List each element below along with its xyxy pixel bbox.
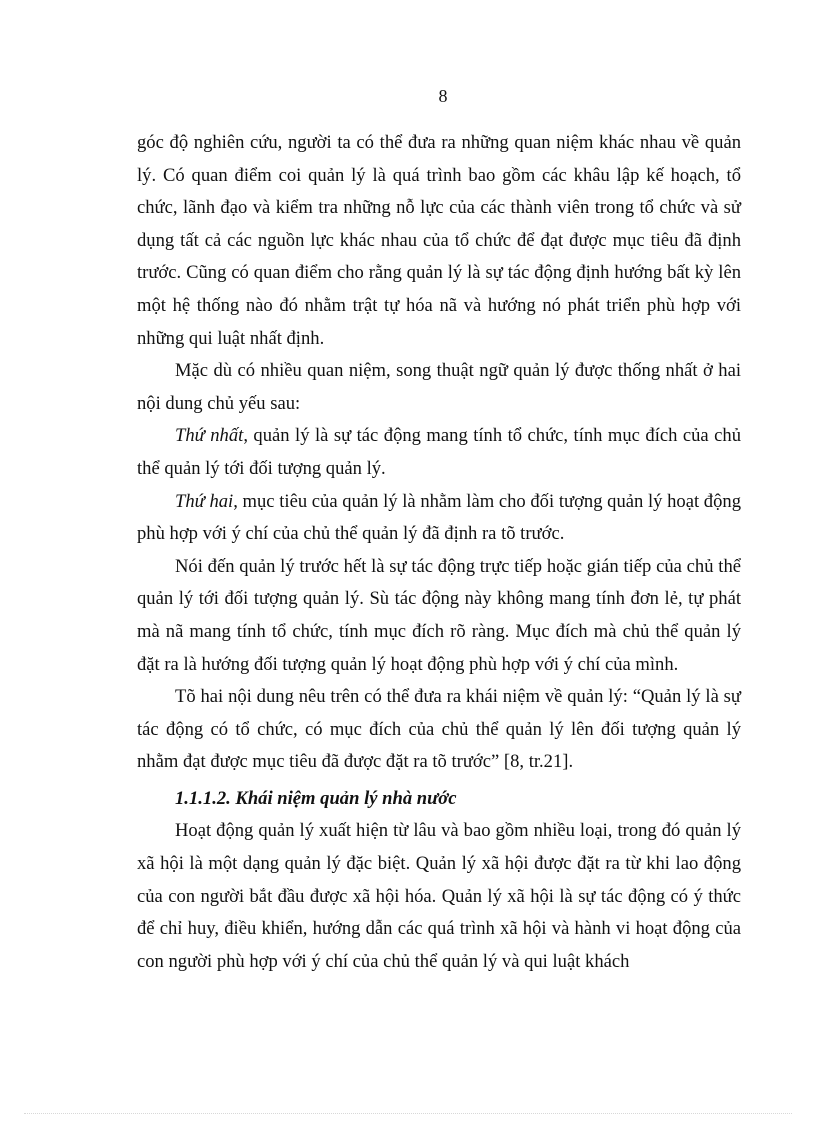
paragraph-second-content [137, 486, 741, 551]
section-heading: 1.1.1.2. Khái niệm quản lý nhà nước [175, 787, 457, 809]
paragraph-management-views: góc độ nghiên cứu, người ta có thể đưa ra những quan niệm khác nhau về quản lý. Có quan điểm coi quản lý là quá trình bao gồm các khâu lập kế hoạch, tổ chức, lãnh đạo và kiểm tra những nỗ lực của các thành viên trong tổ chức và sử dụng tất cả các nguồn lực khác nhau của tổ chức để đạt được mục tiêu đã định trước. Cũng có quan điểm cho rằng quản lý là sự tác động định hướng bất kỳ lên một hệ thống nào đó nhằm trật tự hóa nã và hướng nó phát triển phù hợp với những qui luật nhất định. [137, 132, 741, 349]
paragraph-two-contents: Mặc dù có nhiều quan niệm, song thuật ngữ quản lý được thống nhất ở hai nội dung chủ yếu sau: [137, 360, 741, 414]
page-body [137, 127, 741, 978]
second-content-lead: Thứ hai [175, 490, 234, 512]
page-number: 8 [438, 86, 448, 106]
first-content-text: , quản lý là sự tác động mang tính tổ chức, tính mục đích của chủ thể quản lý tới đối tượng quản lý. [137, 425, 742, 479]
paragraph-state-management: Hoạt động quản lý xuất hiện từ lâu và bao gồm nhiều loại, trong đó quản lý xã hội là một dạng quản lý đặc biệt. Quản lý xã hội được đặt ra từ khi lao động của con người bắt đầu được xã hội hóa. Quản lý xã hội là sự tác động có ý thức để chỉ huy, điều khiển, hướng dẫn các quá trình xã hội và hành vi hoạt động của con người phù hợp với ý chí của chủ thể quản lý và qui luật khách [137, 820, 741, 972]
second-content-text: , mục tiêu của quản lý là nhằm làm cho đối tượng quản lý hoạt động phù hợp với ý chí của chủ thể quản lý đã định ra tõ trước. [137, 490, 741, 545]
first-content-lead: Thứ nhất [175, 425, 244, 447]
page-bottom-divider [24, 1113, 792, 1114]
paragraph-management-definition: Tõ hai nội dung nêu trên có thể đưa ra khái niệm về quản lý: “Quản lý là sự tác động có tổ chức, có mục đích của chủ thể quản lý lên đối tượng quản lý nhằm đạt được mục tiêu đã được đặt ra tõ trước” [8, tr.21]. [137, 686, 741, 773]
paragraph-first-content [137, 420, 741, 485]
paragraph-management-action: Nói đến quản lý trước hết là sự tác động trực tiếp hoặc gián tiếp của chủ thể quản lý tới đối tượng quản lý. Sù tác động này không mang tính đơn lẻ, tự phát mà nã mang tính tổ chức, tính mục đích rõ ràng. Mục đích mà chủ thể quản lý đặt ra là hướng đối tượng quản lý hoạt động phù hợp với ý chí của mình. [137, 555, 741, 675]
